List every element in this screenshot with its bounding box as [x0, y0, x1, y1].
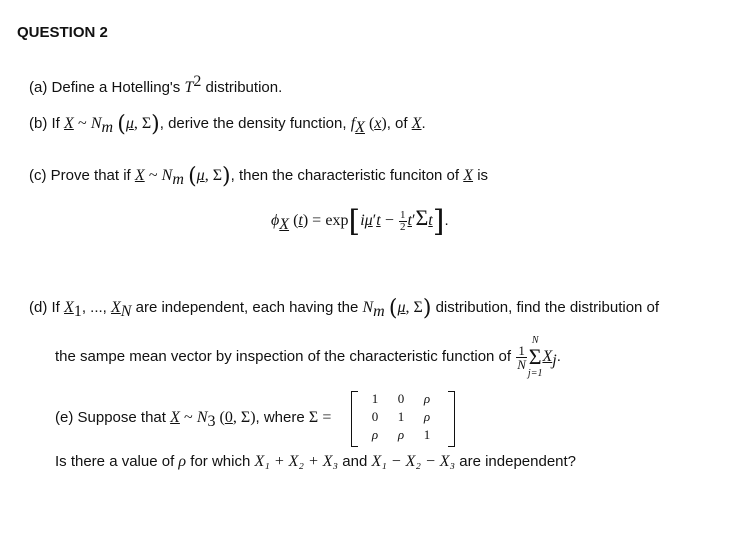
density-f-sub: X: [355, 119, 365, 136]
part-a-text-end: distribution.: [205, 79, 283, 96]
part-b-if: If: [51, 115, 60, 132]
equals-sign: =: [322, 409, 332, 426]
sigma-symbol: Σ: [212, 167, 223, 184]
one-over-n: [516, 344, 527, 371]
paren-close: ): [151, 112, 160, 137]
part-c-text: Prove that if: [50, 167, 131, 184]
sum-expression: X₁ + X₂ + X₃: [254, 453, 339, 470]
mu-symbol: μ: [397, 299, 406, 316]
part-e-line-2: [55, 452, 576, 472]
minus-sign: −: [384, 212, 394, 229]
t-vector: t: [407, 212, 412, 229]
matrix-cell: 1: [423, 427, 431, 442]
matrix-cell: 1: [397, 409, 405, 424]
part-b-text: , derive the density function,: [159, 115, 347, 132]
normal-n: N: [196, 409, 208, 426]
vector-x-2: X: [411, 115, 422, 132]
char-function-equation: $\phi_X$ (t) = exp[iμ′t − $\frac{1}{2}$ t′Σt].: [271, 204, 449, 239]
part-d-text: are independent, each having the: [135, 299, 359, 316]
summation: [528, 335, 543, 379]
mu-symbol: μ: [125, 115, 134, 132]
phi-sub: X: [279, 216, 290, 233]
equals-sign: =: [312, 212, 322, 229]
matrix-cell: ρ: [371, 427, 379, 442]
ellipsis: , ...,: [81, 299, 107, 316]
part-d-line-2: [55, 335, 561, 379]
sigma-symbol: Σ: [415, 205, 429, 230]
tilde-symbol: ~: [184, 409, 193, 426]
vector-x1: X: [64, 299, 74, 316]
matrix-cell: 1: [371, 391, 379, 406]
hotelling-sup: 2: [193, 73, 202, 90]
part-d-text-3: the sampe mean vector by inspection of the characteristic function of: [55, 347, 512, 365]
frac-num: 1: [516, 344, 527, 358]
part-d: (d) If $X_1$, ..., $X_N$ are independent, each having the $N_m$ (μ, Σ) distribution, find the distribution of: [29, 296, 660, 321]
matrix-cell: 0: [371, 409, 379, 424]
sub-j: j: [552, 351, 557, 369]
exp-function: exp: [325, 212, 349, 229]
part-d-text-2: distribution, find the distribution of: [435, 299, 660, 316]
sum-lower: j=1: [527, 368, 543, 379]
density-f: f: [350, 115, 356, 132]
paren-open: (: [117, 112, 126, 137]
frac-den: 2: [400, 220, 406, 233]
phi-symbol: ϕ: [271, 212, 280, 229]
matrix-cell: ρ: [423, 391, 431, 406]
normal-n: N: [90, 115, 102, 132]
part-c-label: (c): [29, 167, 47, 184]
sigma-symbol: Σ: [240, 409, 251, 426]
tilde-symbol: ~: [77, 115, 87, 132]
mu-symbol: μ: [364, 212, 373, 229]
frac-num: 1: [400, 208, 406, 221]
sigma-symbol-2: Σ: [308, 409, 319, 426]
vector-x: X: [64, 115, 74, 132]
frac-den: N: [517, 356, 526, 372]
part-b-of: , of: [386, 115, 408, 132]
matrix-right-bracket: [448, 391, 455, 447]
density-x: x: [374, 115, 382, 132]
normal-sub: 3: [207, 413, 216, 430]
part-e-text-4: are independent?: [459, 453, 577, 470]
half-fraction: [399, 210, 407, 233]
tilde-symbol: ~: [148, 167, 158, 184]
part-e-text-2: Is there a value of: [55, 453, 175, 470]
part-e-text: Suppose that: [77, 409, 166, 426]
imag-i: i: [360, 212, 365, 229]
part-c-is: is: [477, 167, 489, 184]
t-vector: t: [298, 212, 303, 229]
part-b-label: (b): [29, 115, 48, 132]
part-c-text-2: , then the characteristic funciton of: [230, 167, 460, 184]
part-e-label: (e): [55, 409, 74, 426]
vector-xj: X: [542, 347, 553, 365]
question-title: QUESTION 2: [17, 24, 108, 41]
vector-x-2: X: [463, 167, 474, 184]
period: .: [421, 115, 426, 132]
normal-sub: m: [172, 171, 184, 188]
matrix-left-bracket: [351, 391, 358, 447]
mu-symbol: μ: [196, 167, 205, 184]
paren-close: ): [222, 164, 231, 189]
bracket-open: [: [348, 204, 361, 239]
normal-sub: m: [373, 303, 385, 320]
matrix-cell: ρ: [423, 409, 431, 424]
sigma-symbol: Σ: [413, 299, 423, 316]
paren-open: (: [388, 296, 398, 321]
matrix-cell: 0: [397, 391, 405, 406]
sum-symbol: Σ: [528, 344, 542, 369]
covariance-matrix: [351, 391, 455, 447]
period: .: [556, 347, 561, 365]
rho-symbol: ρ: [178, 453, 187, 470]
part-d-label: (d): [29, 299, 48, 316]
paren-close: ): [422, 296, 432, 321]
part-a-text: Define a Hotelling's: [51, 79, 181, 96]
normal-n: N: [161, 167, 173, 184]
part-a-label: (a): [29, 79, 48, 96]
t-vector: t: [376, 212, 381, 229]
sub-1: 1: [73, 303, 82, 320]
part-a: [29, 73, 283, 98]
vector-x: X: [170, 409, 180, 426]
normal-n: N: [362, 299, 374, 316]
matrix-cell: ρ: [397, 427, 405, 442]
sum-upper: N: [531, 335, 539, 346]
sub-n: N: [120, 303, 132, 320]
paren-open: (: [188, 164, 197, 189]
part-e-and: and: [342, 453, 368, 470]
part-d-if: If: [51, 299, 60, 316]
part-e-text-3: for which: [190, 453, 251, 470]
period: .: [444, 212, 449, 229]
diff-expression: X₁ − X₂ − X₃: [371, 453, 456, 470]
sigma-symbol: Σ: [141, 115, 152, 132]
vector-xn: X: [111, 299, 121, 316]
bracket-close: ]: [432, 204, 445, 239]
normal-sub: m: [101, 119, 114, 136]
hotelling-t: T: [184, 79, 194, 96]
zero-vector: 0: [224, 409, 233, 426]
part-e-where: , where: [255, 409, 305, 426]
prime-mark: ′: [372, 212, 377, 229]
part-c: (c) Prove that if X ~ $N_m$ (μ, Σ), then the characteristic funciton of X is: [29, 164, 489, 189]
vector-x: X: [134, 167, 145, 184]
t-vector: t: [428, 212, 433, 229]
part-b: (b) If X ~ $N_m$ (μ, Σ), derive the density function, $f_X$ (x), of X.: [29, 112, 426, 137]
part-e: (e) Suppose that X ~ $N_3$ (0, Σ), where Σ =: [55, 409, 332, 430]
